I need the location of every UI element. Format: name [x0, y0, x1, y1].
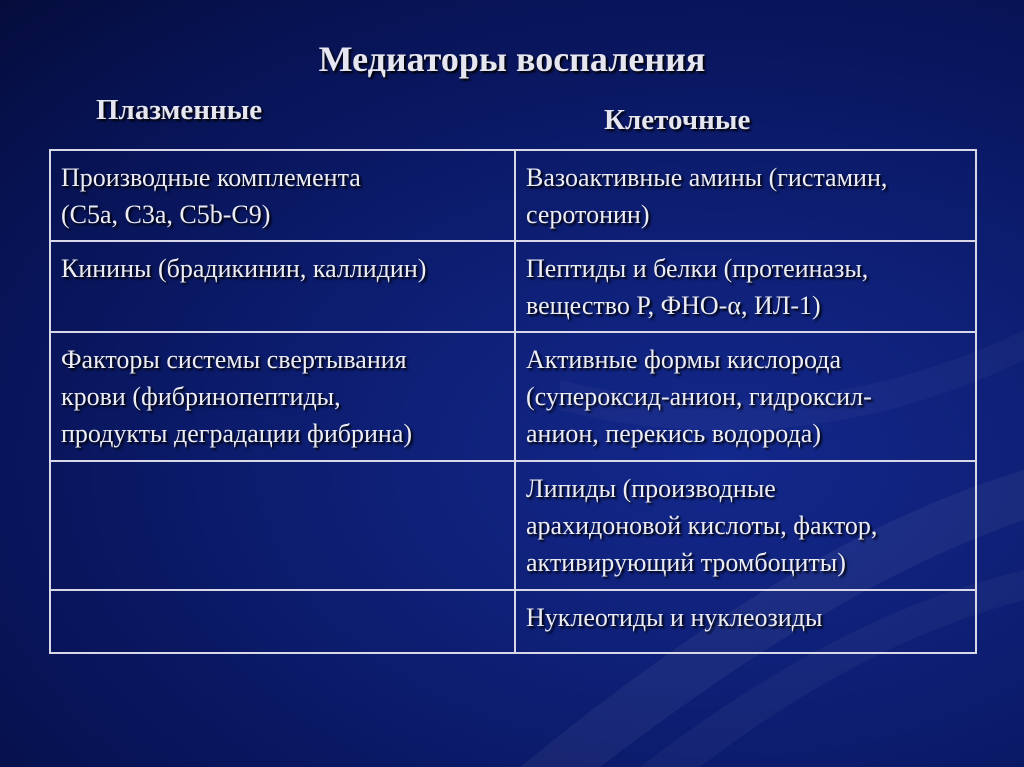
table-row — [50, 150, 976, 241]
cell-text: Пептиды и белки (протеиназы, — [526, 254, 869, 283]
cell-text: Производные комплемента — [61, 163, 361, 192]
cellular-cell — [515, 590, 976, 653]
slide-title: Медиаторы воспаления — [318, 39, 706, 79]
cell-text: (С5а, С3а, С5b-С9) — [61, 200, 271, 229]
cell-text: Липиды (производные — [526, 474, 776, 503]
cell-text: Факторы системы свертывания — [61, 345, 407, 374]
heading-cellular: Клеточные — [604, 104, 751, 136]
plasma-cell — [50, 241, 515, 332]
plasma-cell-empty — [50, 590, 515, 653]
plasma-cell-empty — [50, 461, 515, 590]
cell-text: крови (фибринопептиды, — [61, 382, 341, 411]
cell-text: активирующий тромбоциты) — [526, 548, 846, 577]
mediators-table — [49, 149, 977, 654]
cell-text: серотонин) — [526, 200, 650, 229]
cellular-cell — [515, 461, 976, 590]
cell-text: Кинины (брадикинин, каллидин) — [61, 254, 427, 283]
cell-text: Активные формы кислорода — [526, 345, 841, 374]
cellular-cell — [515, 150, 976, 241]
cell-text: (супероксид-анион, гидроксил- — [526, 382, 872, 411]
table-row — [50, 241, 976, 332]
cell-text: продукты деградации фибрина) — [61, 419, 413, 448]
table-row — [50, 461, 976, 590]
plasma-cell — [50, 150, 515, 241]
cell-text: арахидоновой кислоты, фактор, — [526, 511, 878, 540]
cell-text: Вазоактивные амины (гистамин, — [526, 163, 888, 192]
plasma-cell — [50, 332, 515, 461]
heading-plasma: Плазменные — [96, 94, 263, 126]
cellular-cell — [515, 241, 976, 332]
table-row — [50, 590, 976, 653]
cell-text: анион, перекись водорода) — [526, 419, 821, 448]
cell-text: Нуклеотиды и нуклеозиды — [526, 603, 823, 632]
cellular-cell — [515, 332, 976, 461]
table-row — [50, 332, 976, 461]
cell-text: вещество Р, ФНО-α, ИЛ-1) — [526, 291, 821, 320]
